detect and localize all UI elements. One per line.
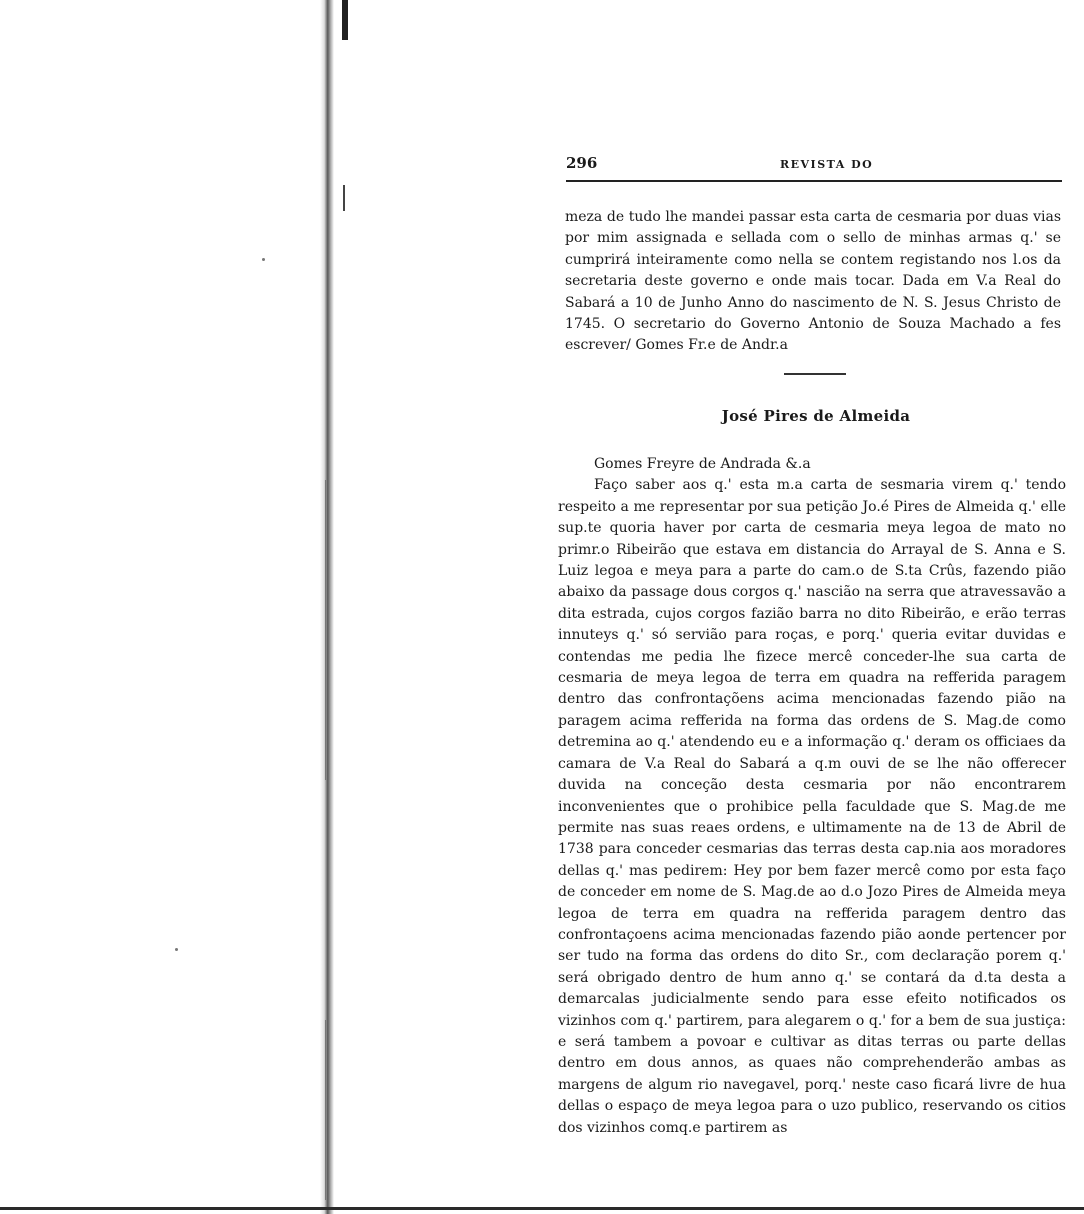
scan-line (325, 480, 326, 780)
header-rule (566, 180, 1062, 182)
book-page (558, 150, 1068, 1136)
page-number: 296 (566, 154, 598, 172)
body-paragraph: Faço saber aos q.' esta m.a carta de sesmaria virem q.' tendo respeito a me representar por sua petição Jo.é Pires de Almeida q.' elle sup.te quoria haver por carta de cesmaria meya legoa de mato no primr.o Ribeirão que estava em distancia do Arrayal de S. Anna e S. Luiz legoa e meya para a parte do cam.o de S.ta Crûs, fazendo pião abaixo da passage dous corgos q.' nascião na serra que atravessavão a dita estrada, cujos corgos fazião barra no dito Ribeirão, e erão terras innuteys q.' só servião para roças, e porq.' queria evitar duvidas e contendas me pedia lhe fizece mercê conceder-lhe sua carta de cesmaria de meya legoa de terra em quadra na refferida paragem dentro das confrontaçõens acima mencionadas fazendo pião na paragem acima refferida na forma das ordens de S. Mag.de como detremina ao q.' atendendo eu e a informação q.' deram os officiaes da camara de V.a Real do Sabará a q.m ouvi de se lhe não offerecer duvida na conceção desta cesmaria por não encontrarem inconvenientes que o prohibice pella faculdade que S. Mag.de me permite nas suas reaes ordens, e ultimamente na de 13 de Abril de 1738 para conceder cesmarias das terras desta cap.nia aos moradores dellas q.' mas pedirem: Hey por bem fazer mercê como por esta faço de conceder em nome de S. Mag.de ao d.o Jozo Pires de Almeida meya legoa de terra em quadra na refferida paragem dentro das confrontaçoens acima mencionadas fazendo pião aonde pertencer por ser tudo na forma das ordens do dito Sr., com declaração porem q.' será obrigado dentro de hum anno q.' se contará da d.ta desta a demarcalas judicialmente sendo para esse efeito notificados os vizinhos com q.' partirem, para alegarem o q.' for a bem de sua justiça: e será tambem a povoar e cultivar as ditas terras ou parte dellas dentro em dous annos, as quaes não comprehenderão ambas as margens de algum rio navegavel, porq.' neste caso ficará livre de hua dellas o espaço de meya legoa para o uzo publico, reservando os citios dos vizinhos comq.e partirem as (558, 477, 1066, 1136)
section-body (558, 454, 1066, 1139)
scan-speck (262, 258, 265, 261)
page-bottom-edge (0, 1207, 1084, 1210)
section-divider (784, 373, 846, 375)
binding-gutter (320, 0, 334, 1214)
gutter-shadow (342, 0, 348, 40)
continuation-paragraph: meza de tudo lhe mandei passar esta carta de cesmaria por duas vias por mim assignada e sellada com o sello de minhas armas q.' se cumprirá inteiramente como nella se contem registando nos l.os da secretaria deste governo e onde mais tocar. Dada em V.a Real do Sabará a 10 de Junho Anno do nascimento de N. S. Jesus Christo de 1745. O secretario do Governo Antonio de Souza Machado a fes escrever/ Gomes Fr.e de Andr.a (565, 209, 1061, 354)
running-title: REVISTA DO (780, 158, 874, 171)
greeting-line: Gomes Freyre de Andrada &.a (594, 456, 811, 472)
scan-mark (343, 185, 345, 211)
section-title: José Pires de Almeida (721, 407, 911, 425)
scan-speck (175, 948, 178, 951)
page-header (558, 150, 1068, 176)
scan-line (325, 1020, 326, 1200)
